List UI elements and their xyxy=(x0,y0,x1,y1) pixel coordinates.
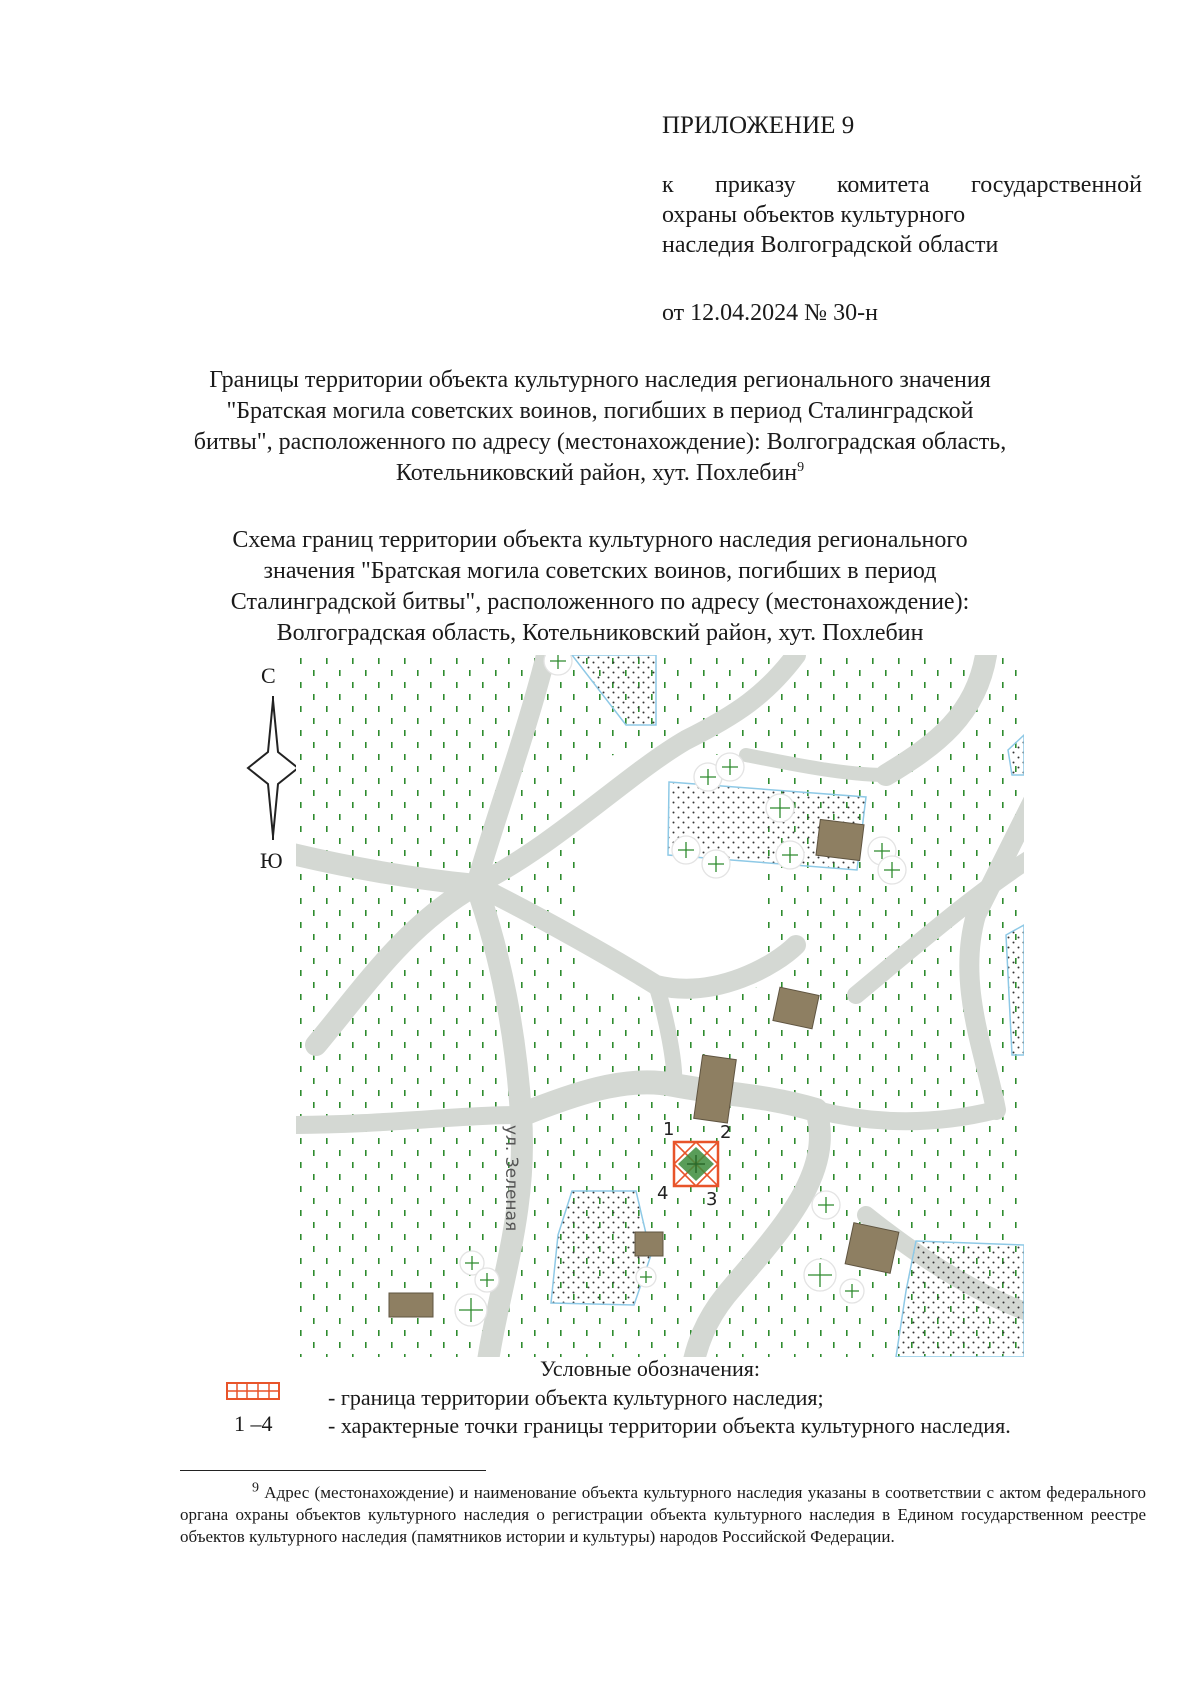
appendix-order-line: к приказу комитета государственной xyxy=(662,172,1142,198)
appendix-date: от 12.04.2024 № 30-н xyxy=(662,300,878,326)
scheme-heading-line: значения "Братская могила советских воинов, погибших в период xyxy=(263,558,937,584)
boundary-point-label: 4 xyxy=(657,1183,669,1204)
building xyxy=(389,1293,433,1317)
legend-title: Условные обозначения: xyxy=(540,1356,761,1381)
tree-icon xyxy=(878,856,906,884)
scheme-heading xyxy=(180,525,1020,649)
appendix-title: ПРИЛОЖЕНИЕ 9 xyxy=(662,112,855,139)
tree-icon xyxy=(702,850,730,878)
boundary-point-label: 1 xyxy=(663,1119,675,1140)
tree-icon xyxy=(475,1268,499,1292)
tree-icon xyxy=(672,836,700,864)
tree-icon xyxy=(812,1191,840,1219)
boundary-point-label: 2 xyxy=(720,1122,732,1143)
compass-north-label: С xyxy=(261,663,276,688)
heading-line: "Братская могила советских воинов, погибших в период Сталинградской xyxy=(226,398,974,424)
heading-line: Границы территории объекта культурного наследия регионального значения xyxy=(209,367,991,393)
tree-icon xyxy=(716,753,744,781)
scheme-heading-line: Волгоградская область, Котельниковский район, хут. Похлебин xyxy=(276,620,924,646)
boundary-legend-icon xyxy=(226,1382,280,1400)
footnote-text: Адрес (местонахождение) и наименование объекта культурного наследия указаны в соответствии с актом федерального органа охраны объектов культурного наследия о регистрации объекта культурного наследия в Едином государственном реестре объектов культурного наследия (памятников истории и культуры) народов Российской Федерации. xyxy=(180,1483,1146,1546)
heading-line: битвы", расположенного по адресу (местонахождение): Волгоградская область, xyxy=(193,429,1007,455)
footnote xyxy=(180,1482,1146,1548)
boundary-scheme-map xyxy=(296,655,1024,1357)
appendix-order-line: охраны объектов культурного xyxy=(662,202,966,228)
scheme-heading-line: Сталинградской битвы", расположенного по адресу (местонахождение): xyxy=(230,589,970,615)
heading-line-last xyxy=(170,458,1030,489)
building xyxy=(635,1232,663,1256)
building xyxy=(816,819,864,860)
map-canvas xyxy=(296,655,1024,1357)
tree-icon xyxy=(455,1294,487,1326)
street-label: ул. Зеленая xyxy=(501,1125,521,1232)
appendix-order-line: наследия Волгоградской области xyxy=(662,232,999,258)
legend-points-symbol: 1 –4 xyxy=(234,1411,273,1436)
tree-icon xyxy=(766,794,794,822)
tree-icon xyxy=(804,1259,836,1291)
footnote-mark: 9 xyxy=(252,1480,259,1496)
legend-boundary-description: - граница территории объекта культурного наследия; xyxy=(328,1385,824,1410)
footnote-separator xyxy=(180,1470,486,1471)
tree-icon xyxy=(776,841,804,869)
appendix-order-reference xyxy=(662,170,1142,260)
tree-icon xyxy=(636,1267,656,1287)
legend-points-description: - характерные точки границы территории объекта культурного наследия. xyxy=(328,1413,1011,1438)
building xyxy=(845,1223,899,1274)
scheme-heading-line: Схема границ территории объекта культурного наследия регионального xyxy=(232,527,968,553)
compass-arrow-icon xyxy=(246,692,300,844)
boundary-point-label: 3 xyxy=(706,1189,718,1210)
document-heading xyxy=(170,365,1030,489)
heritage-boundary xyxy=(674,1142,718,1186)
heading-line: Котельниковский район, хут. Похлебин xyxy=(395,460,798,486)
heading-footnote-mark: 9 xyxy=(797,460,805,475)
tree-icon xyxy=(840,1279,864,1303)
compass-south-label: Ю xyxy=(260,848,283,873)
